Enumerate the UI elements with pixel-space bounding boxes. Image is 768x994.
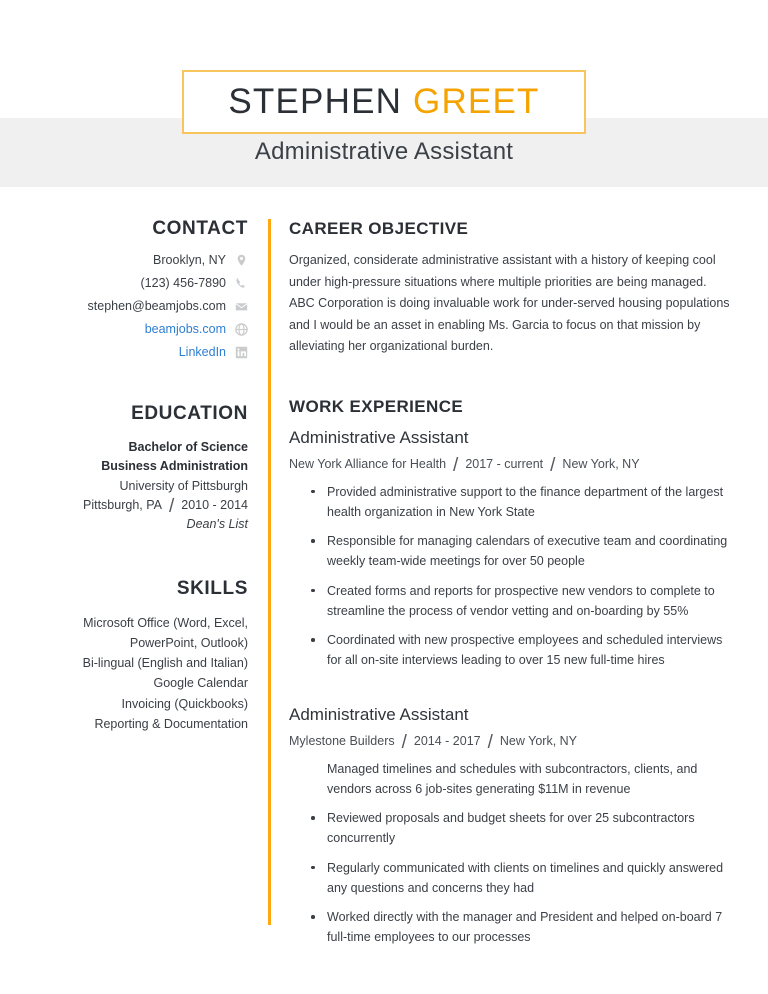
location-pin-icon <box>235 254 248 267</box>
career-objective-heading: CAREER OBJECTIVE <box>289 219 469 238</box>
name-box <box>182 70 586 134</box>
envelope-icon <box>235 300 248 313</box>
education-dates: 2010 - 2014 <box>181 497 248 512</box>
job-company: Mylestone Builders <box>289 734 395 748</box>
job-bullet: Created forms and reports for prospective new vendors to complete to streamline the process of vendor vetting and on-boarding by 55% <box>289 581 733 622</box>
linkedin-icon <box>235 346 248 359</box>
job-separator: / <box>487 731 493 753</box>
education-degree: Bachelor of Science <box>128 439 248 454</box>
column-divider <box>268 219 271 925</box>
skill-item: Invoicing (Quickbooks) <box>121 696 248 711</box>
skill-item: PowerPoint, Outlook) <box>129 635 248 650</box>
job-entry <box>289 705 733 948</box>
contact-item-linkedin[interactable] <box>40 345 248 360</box>
header-job-title: Administrative Assistant <box>254 138 514 165</box>
job-entry <box>289 428 733 671</box>
job-role: Administrative Assistant <box>289 427 469 447</box>
job-bullets <box>289 482 733 671</box>
education-separator: / <box>168 496 175 518</box>
job-company: New York Alliance for Health <box>289 457 447 471</box>
job-separator: / <box>550 454 556 476</box>
skill-item: Bi-lingual (English and Italian) <box>82 656 248 671</box>
contact-item-email <box>40 299 248 314</box>
first-name: STEPHEN <box>228 82 403 121</box>
job-separator: / <box>401 731 407 753</box>
education-location: Pittsburgh, PA <box>83 497 162 512</box>
job-separator: / <box>453 454 459 476</box>
skill-item: Google Calendar <box>153 676 248 691</box>
full-name <box>228 82 539 122</box>
job-bullets <box>289 759 733 948</box>
job-bullet: Coordinated with new prospective employees and scheduled interviews for all on-site interviews leading to over 15 new full-time hires <box>289 630 733 671</box>
job-dates: 2017 - current <box>465 457 544 471</box>
job-bullet: Regularly communicated with clients on timelines and quickly answered any questions and concerns they had <box>289 858 733 899</box>
contact-location-text: Brooklyn, NY <box>153 252 226 267</box>
education-heading: EDUCATION <box>131 402 248 424</box>
main-content <box>289 219 733 970</box>
job-bullet: Reviewed proposals and budget sheets for over 25 subcontractors concurrently <box>289 808 733 849</box>
contact-linkedin-link[interactable]: LinkedIn <box>178 344 226 359</box>
education-school: University of Pittsburgh <box>119 478 248 493</box>
education-major: Business Administration <box>101 459 248 474</box>
last-name: GREET <box>413 82 540 121</box>
job-bullet: Provided administrative support to the finance department of the largest health organization in New York State <box>289 482 733 523</box>
job-bullet: Managed timelines and schedules with subcontractors, clients, and vendors across 6 job-sites generating $11M in revenue <box>327 761 698 796</box>
globe-icon <box>235 323 248 336</box>
job-location: New York, NY <box>562 457 640 471</box>
contact-item-location <box>40 253 248 268</box>
skill-item: Reporting & Documentation <box>94 716 248 731</box>
job-role: Administrative Assistant <box>289 704 469 724</box>
contact-email-text: stephen@beamjobs.com <box>87 298 226 313</box>
job-bullet: Responsible for managing calendars of executive team and coordinating weekly team-wide meetings for over 50 people <box>289 531 733 572</box>
work-experience-section <box>289 397 733 948</box>
education-honors: Dean's List <box>186 517 248 532</box>
job-dates: 2014 - 2017 <box>413 734 481 748</box>
job-bullet: Worked directly with the manager and President and helped on-board 7 full-time employees to our processes <box>289 907 733 948</box>
contact-phone-text: (123) 456-7890 <box>140 275 226 290</box>
job-meta <box>289 732 733 751</box>
contact-heading: CONTACT <box>152 218 248 239</box>
education-dates-row <box>40 496 248 518</box>
contact-website-link[interactable]: beamjobs.com <box>144 321 226 336</box>
contact-item-website[interactable] <box>40 322 248 337</box>
skill-item: Microsoft Office (Word, Excel, <box>83 615 248 630</box>
phone-icon <box>235 277 248 290</box>
sidebar <box>40 219 248 734</box>
job-meta <box>289 455 733 474</box>
skills-heading: SKILLS <box>176 577 248 599</box>
contact-item-phone <box>40 276 248 291</box>
job-location: New York, NY <box>499 734 578 748</box>
work-experience-heading: WORK EXPERIENCE <box>289 396 464 416</box>
career-objective-text: Organized, considerate administrative assistant with a history of keeping cool under high-pressure situations where multiple priorities are being managed. ABC Corporation is doing invaluable work for under-served housing populations and I would be an asset in enabling Ms. Garcia to focus on that mission by alleviating her organizational burden. <box>289 253 730 353</box>
